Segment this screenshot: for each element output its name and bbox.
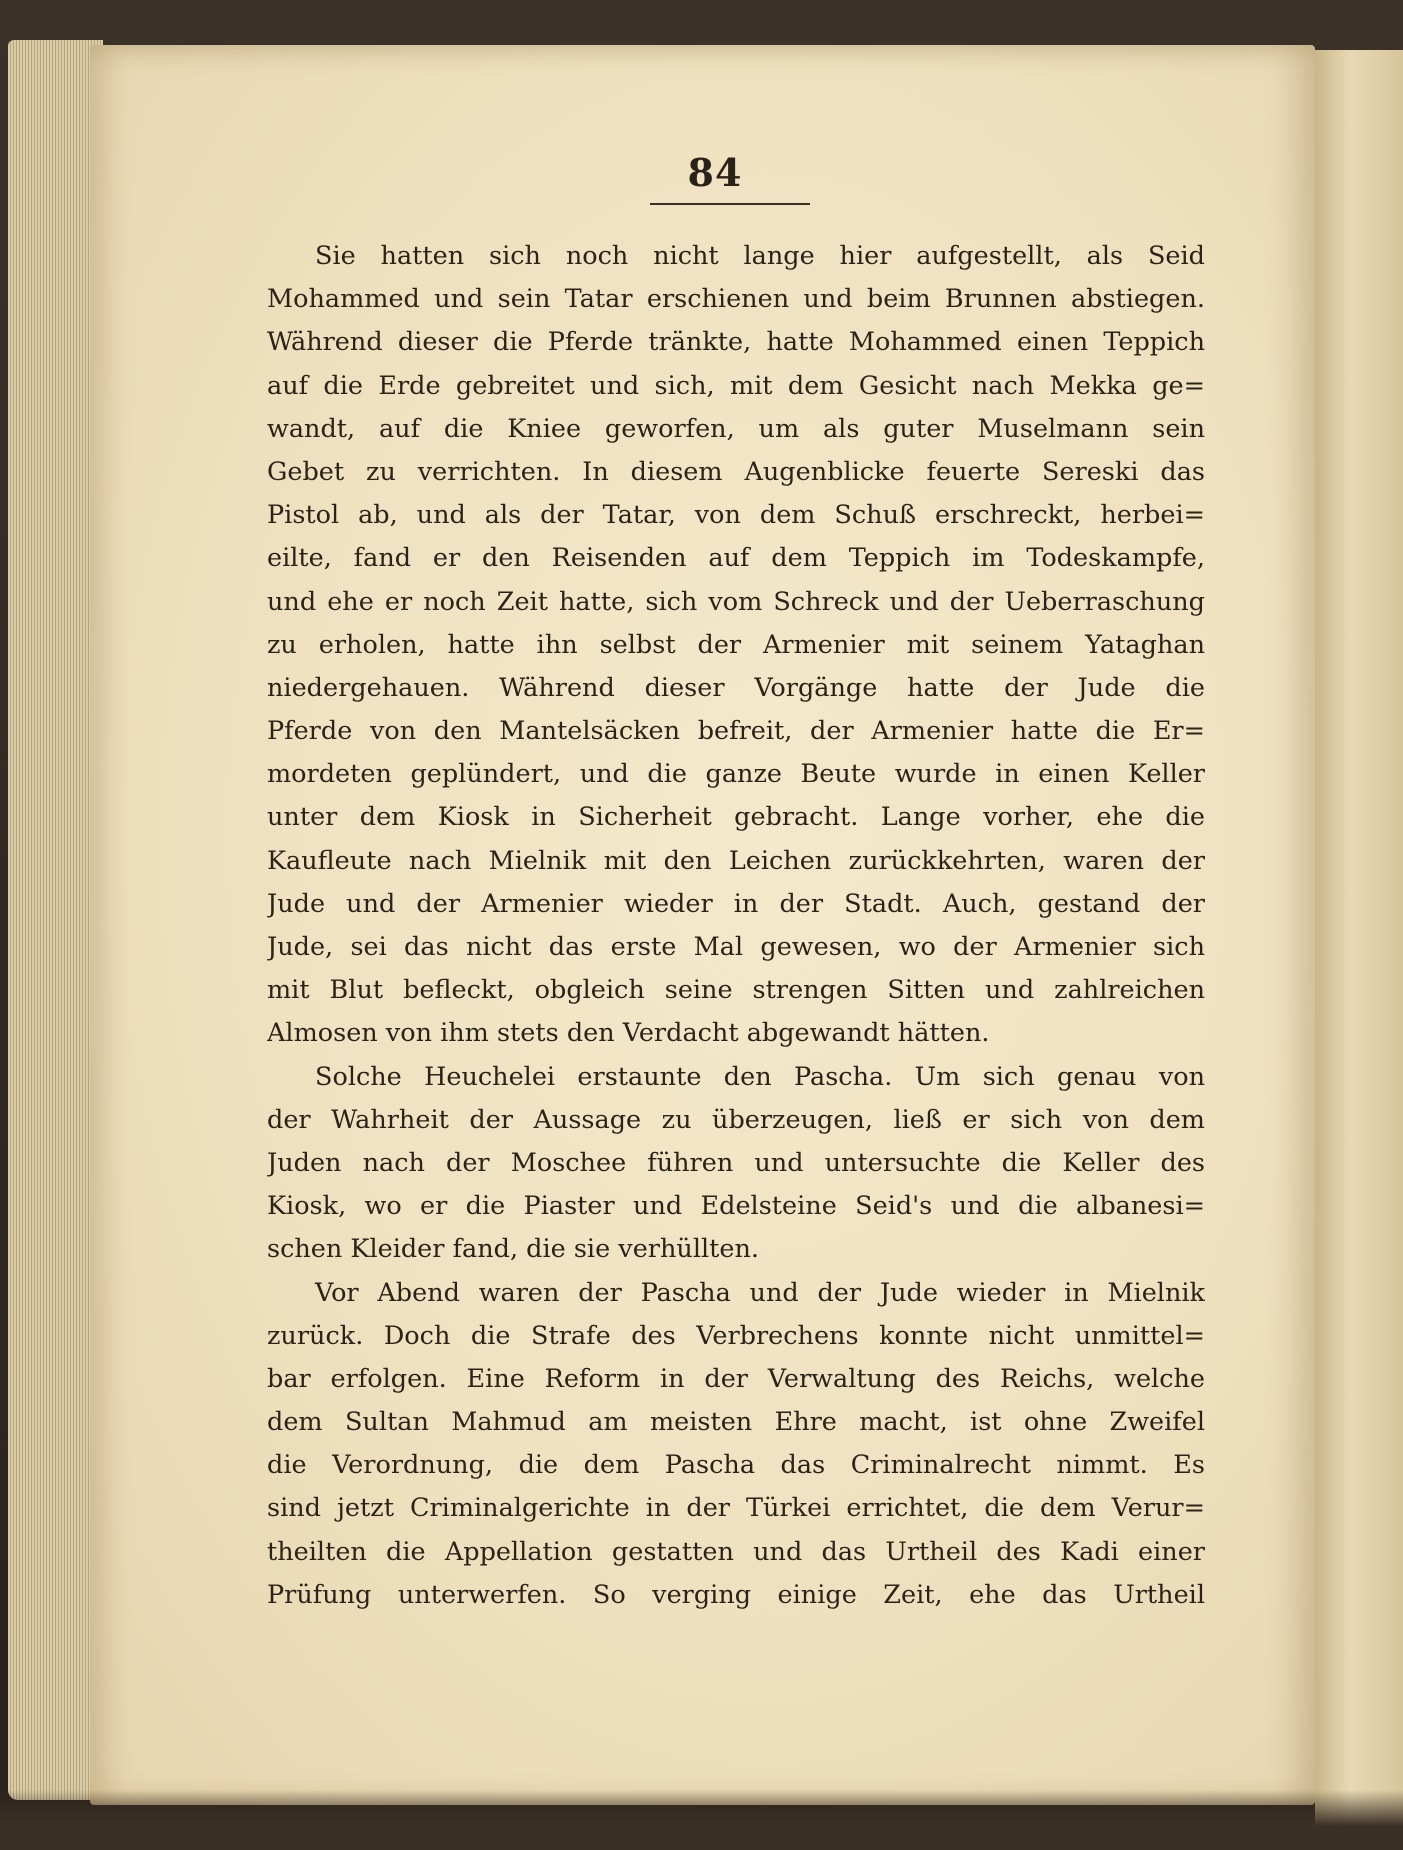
page-number: 84 bbox=[687, 150, 743, 195]
text-line: Während dieser die Pferde tränkte, hatte Mohammed einen Teppich bbox=[267, 327, 1205, 358]
text-line: Jude, sei das nicht das erste Mal gewesen, wo der Armenier sich bbox=[267, 932, 1205, 962]
text-line: mordeten geplündert, und die ganze Beute wurde in einen Keller bbox=[267, 759, 1205, 790]
text-line: Mohammed und sein Tatar erschienen und beim Brunnen abstiegen. bbox=[267, 284, 1205, 315]
bottom-shadow bbox=[0, 1790, 1403, 1850]
text-line: Pferde von den Mantelsäcken befreit, der Armenier hatte die Er= bbox=[267, 716, 1205, 747]
text-line: Prüfung unterwerfen. So verging einige Zeit, ehe das Urtheil bbox=[267, 1579, 1205, 1610]
text-line: eilte, fand er den Reisenden auf dem Teppich im Todeskampfe, bbox=[267, 543, 1205, 574]
text-line: und ehe er noch Zeit hatte, sich vom Schreck und der Ueberraschung bbox=[267, 586, 1205, 617]
text-line: Juden nach der Moschee führen und untersuchte die Keller des bbox=[267, 1147, 1205, 1178]
text-line: Vor Abend waren der Pascha und der Jude wieder in Mielnik bbox=[315, 1277, 1205, 1308]
text-line: Pistol ab, und als der Tatar, von dem Schuß erschreckt, herbei= bbox=[267, 500, 1205, 531]
text-line: Gebet zu verrichten. In diesem Augenblicke feuerte Sereski das bbox=[267, 456, 1205, 487]
text-line: schen Kleider fand, die sie verhüllten. bbox=[267, 1234, 759, 1265]
text-line: Kiosk, wo er die Piaster und Edelsteine Seid's und die albanesi= bbox=[267, 1191, 1205, 1222]
text-line: auf die Erde gebreitet und sich, mit dem Gesicht nach Mekka ge= bbox=[267, 370, 1205, 401]
text-line: die Verordnung, die dem Pascha das Criminalrecht nimmt. Es bbox=[267, 1450, 1205, 1481]
text-line: der Wahrheit der Aussage zu überzeugen, ließ er sich von dem bbox=[267, 1104, 1205, 1135]
left-page-edges bbox=[8, 40, 103, 1800]
text-line: wandt, auf die Kniee geworfen, um als guter Muselmann sein bbox=[267, 413, 1205, 444]
text-line: bar erfolgen. Eine Reform in der Verwaltung des Reichs, welche bbox=[267, 1363, 1205, 1394]
text-line: Jude und der Armenier wieder in der Stadt. Auch, gestand der bbox=[267, 888, 1205, 919]
text-line: Solche Heuchelei erstaunte den Pascha. Um sich genau von bbox=[315, 1061, 1205, 1092]
header-rule bbox=[650, 203, 810, 205]
text-line: Sie hatten sich noch nicht lange hier aufgestellt, als Seid bbox=[315, 241, 1205, 271]
text-line: mit Blut befleckt, obgleich seine strengen Sitten und zahlreichen bbox=[267, 975, 1205, 1006]
right-page-edge bbox=[1315, 50, 1403, 1850]
text-line: Kaufleute nach Mielnik mit den Leichen zurückkehrten, waren der bbox=[267, 845, 1205, 876]
text-line: zu erholen, hatte ihn selbst der Armenier mit seinem Yataghan bbox=[267, 629, 1205, 660]
text-line: Almosen von ihm stets den Verdacht abgewandt hätten. bbox=[267, 1018, 990, 1049]
text-line: sind jetzt Criminalgerichte in der Türkei errichtet, die dem Verur= bbox=[267, 1493, 1205, 1524]
text-line: dem Sultan Mahmud am meisten Ehre macht, ist ohne Zweifel bbox=[267, 1407, 1205, 1438]
body-text bbox=[267, 235, 1205, 1617]
text-line: unter dem Kiosk in Sicherheit gebracht. Lange vorher, ehe die bbox=[267, 802, 1205, 833]
text-line: zurück. Doch die Strafe des Verbrechens konnte nicht unmittel= bbox=[267, 1320, 1205, 1351]
text-line: theilten die Appellation gestatten und das Urtheil des Kadi einer bbox=[267, 1536, 1205, 1567]
text-line: niedergehauen. Während dieser Vorgänge hatte der Jude die bbox=[267, 672, 1205, 703]
